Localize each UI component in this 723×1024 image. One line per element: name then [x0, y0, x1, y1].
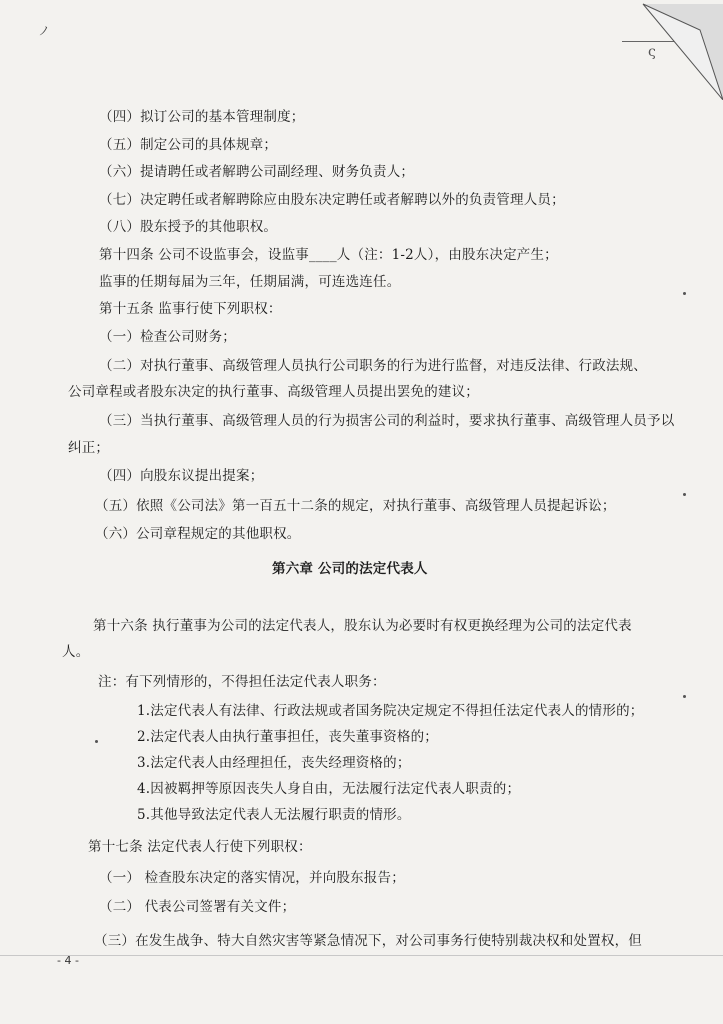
- scan-artifact: ノ: [38, 24, 51, 38]
- list-item: 4.因被羁押等原因丧失人身自由，无法履行法定代表人职责的；: [137, 781, 521, 797]
- text-line: （六）公司章程规定的其他职权。: [95, 526, 301, 542]
- text-line: 纠正；: [68, 440, 110, 456]
- text-line: 第十六条 执行董事为公司的法定代表人，股东认为必要时有权更换经理为公司的法定代表: [93, 618, 632, 634]
- text-line: （八）股东授予的其他职权。: [99, 219, 278, 235]
- text-line: （三）在发生战争、特大自然灾害等紧急情况下，对公司事务行使特别裁决权和处置权，但: [94, 933, 642, 949]
- list-item: 2.法定代表人由执行董事担任，丧失董事资格的；: [137, 729, 438, 745]
- list-item: 5.其他导致法定代表人无法履行职责的情形。: [137, 807, 411, 823]
- text-line: （一）检查公司财务；: [99, 329, 236, 345]
- text-line: （四）向股东议提出提案；: [99, 468, 264, 484]
- scan-speck: [683, 292, 686, 295]
- text-line: 监事的任期每届为三年，任期届满，可连选连任。: [99, 274, 401, 290]
- scan-speck: [683, 493, 686, 496]
- chapter-heading: 第六章 公司的法定代表人: [272, 561, 428, 577]
- text-line: （三）当执行董事、高级管理人员的行为损害公司的利益时，要求执行董事、高级管理人员予以: [99, 413, 675, 429]
- list-item: 3.法定代表人由经理担任，丧失经理资格的；: [137, 755, 411, 771]
- text-line: 第十四条 公司不设监事会，设监事____人（注：1-2人），由股东决定产生；: [99, 247, 558, 263]
- text-line: 公司章程或者股东决定的执行董事、高级管理人员提出罢免的建议；: [68, 384, 479, 400]
- scan-speck: [95, 740, 98, 743]
- footer-rule: [0, 955, 723, 956]
- text-line: （二）对执行董事、高级管理人员执行公司职务的行为进行监督，对违反法律、行政法规、: [99, 358, 647, 374]
- text-line: （五）依照《公司法》第一百五十二条的规定，对执行董事、高级管理人员提起诉讼；: [95, 498, 616, 514]
- text-line: （七）决定聘任或者解聘除应由股东决定聘任或者解聘以外的负责管理人员；: [99, 192, 565, 208]
- corner-mark: ς: [648, 44, 656, 60]
- text-line: 第十七条 法定代表人行使下列职权：: [88, 839, 312, 855]
- list-item: 1.法定代表人有法律、行政法规或者国务院决定规定不得担任法定代表人的情形的；: [137, 703, 644, 719]
- text-line: 人。: [62, 644, 90, 660]
- scan-speck: [683, 695, 686, 698]
- text-line: （五）制定公司的具体规章；: [99, 137, 278, 153]
- text-line: （二） 代表公司签署有关文件；: [99, 899, 296, 915]
- text-line: （六）提请聘任或者解聘公司副经理、财务负责人；: [99, 164, 415, 180]
- text-line: 第十五条 监事行使下列职权：: [99, 301, 282, 317]
- text-line: （一） 检查股东决定的落实情况，并向股东报告；: [99, 870, 405, 886]
- page-number: - 4 -: [57, 954, 79, 967]
- text-line: （四）拟订公司的基本管理制度；: [99, 109, 305, 125]
- note-line: 注：有下列情形的，不得担任法定代表人职务：: [98, 674, 386, 690]
